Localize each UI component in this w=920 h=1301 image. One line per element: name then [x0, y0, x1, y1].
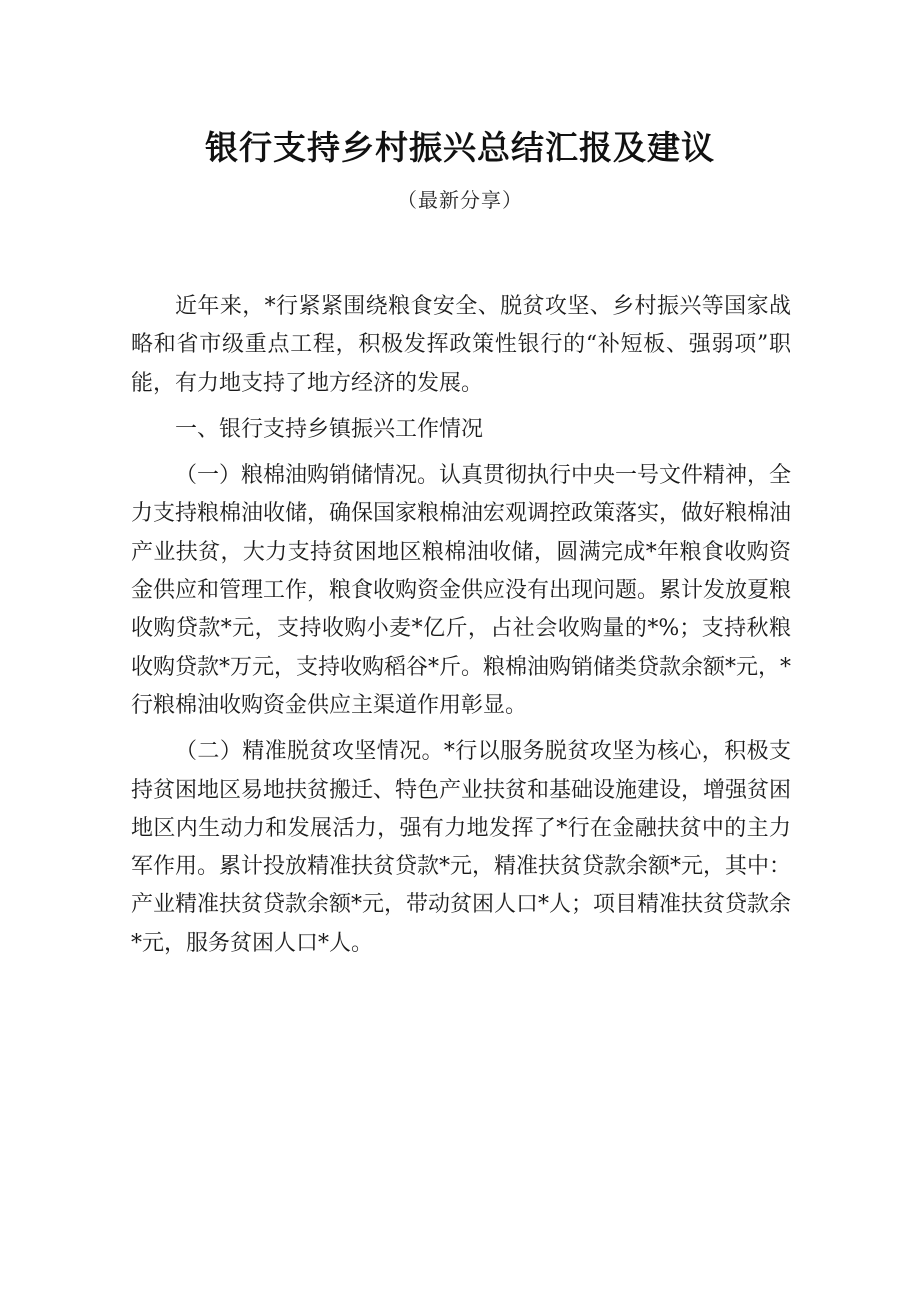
- document-title: 银行支持乡村振兴总结汇报及建议: [205, 128, 715, 167]
- paragraph-poverty-alleviation: （二）精准脱贫攻坚情况。*行以服务脱贫攻坚为核心，积极支持贫困地区易地扶贫搬迁、特色产业扶贫和基础设施建设，增强贫困地区内生动力和发展活力，强有力地发挥了*行在金融扶贫中的主力军作用。累计投放精准扶贫贷款*元，精准扶贫贷款余额*元，其中：产业精准扶贫贷款余额*元，带动贫困人口*人；项目精准扶贫贷款余*元，服务贫困人口*人。: [131, 739, 792, 956]
- document-subtitle: （最新分享）: [397, 188, 523, 212]
- section-heading-1: 一、银行支持乡镇振兴工作情况: [175, 416, 484, 442]
- paragraph-intro: 近年来，*行紧紧围绕粮食安全、脱贫攻坚、乡村振兴等国家战略和省市级重点工程，积极发挥政策性银行的“补短板、强弱项”职能，有力地支持了地方经济的发展。: [131, 294, 791, 396]
- document-body: [131, 288, 791, 963]
- paragraph-grain-purchase: （一）粮棉油购销储情况。认真贯彻执行中央一号文件精神，全力支持粮棉油收储，确保国家粮棉油宏观调控政策落实，做好粮棉油产业扶贫，大力支持贫困地区粮棉油收储，圆满完成*年粮食收购资金供应和管理工作，粮食收购资金供应没有出现问题。累计发放夏粮收购贷款*元，支持收购小麦*亿斤，占社会收购量的*%；支持秋粮收购贷款*万元，支持收购稻谷*斤。粮棉油购销储类贷款余额*元，*行粮棉油收购资金供应主渠道作用彰显。: [131, 463, 792, 718]
